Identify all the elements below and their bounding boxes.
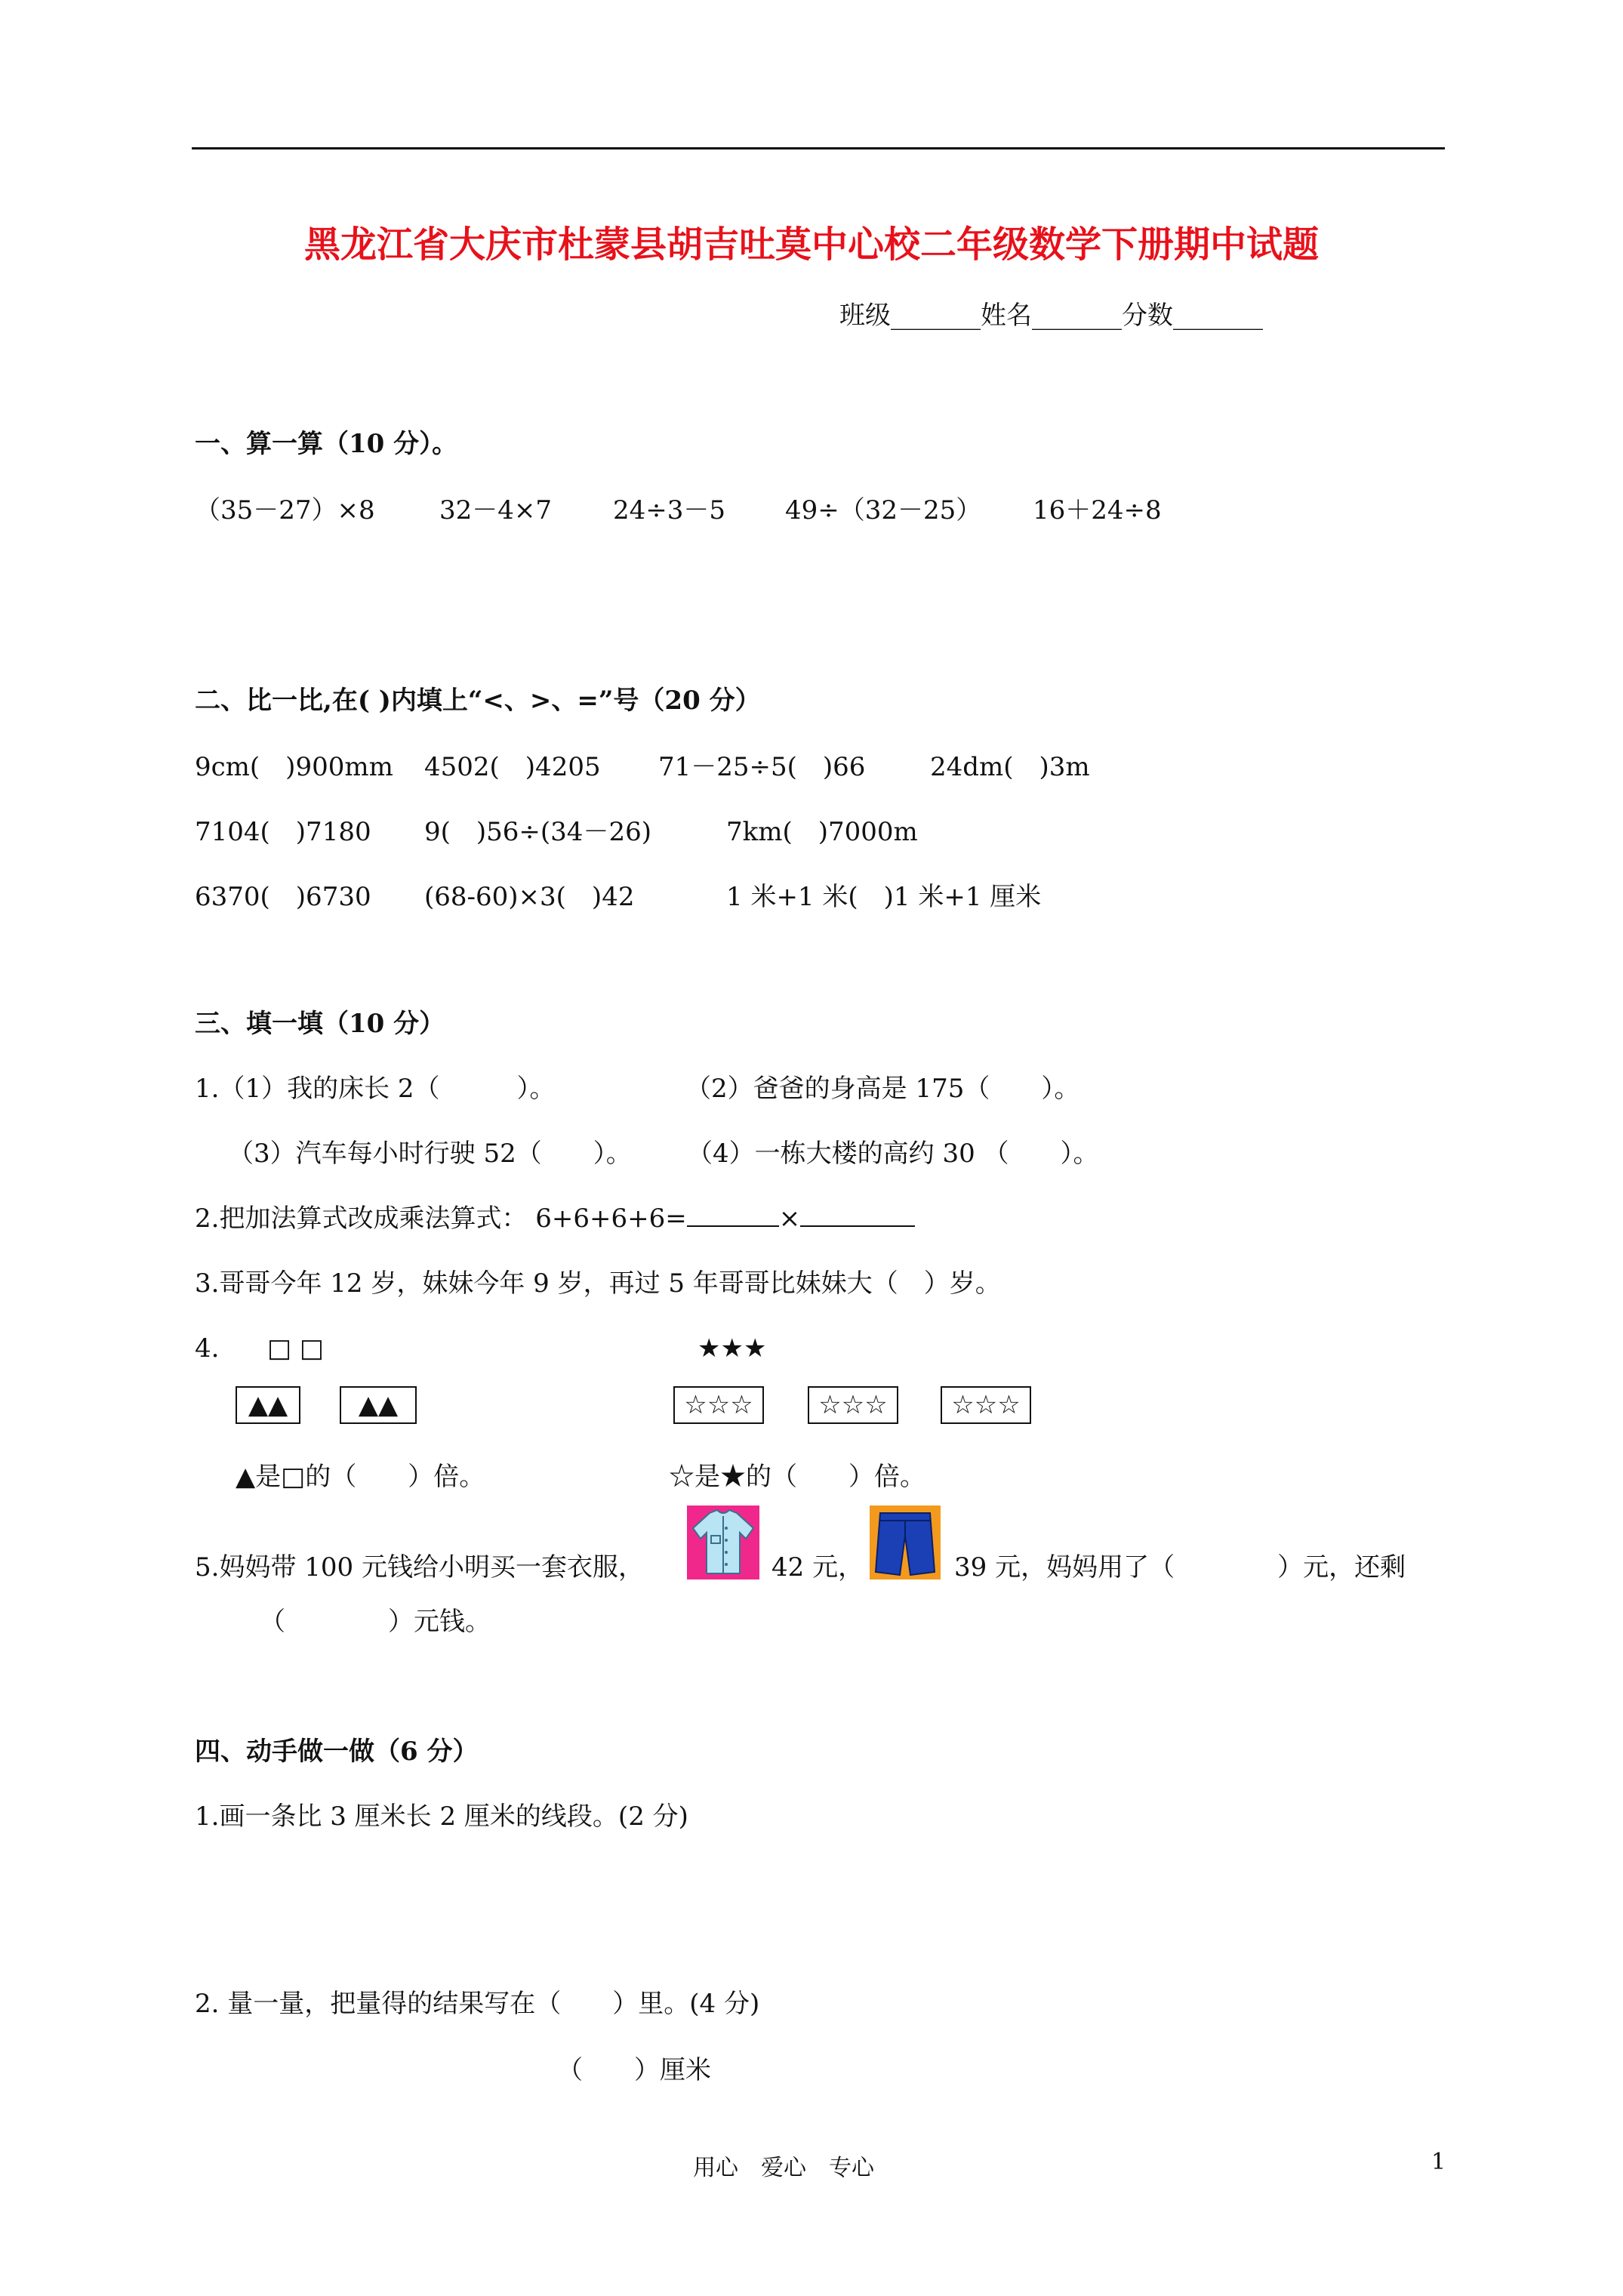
calc-item: 49÷（32－25） <box>785 495 982 525</box>
white-star-group-box: ☆☆☆ <box>941 1386 1031 1424</box>
section1-heading: 一、算一算（10 分）。 <box>195 429 458 459</box>
square-icons: □ □ <box>267 1333 325 1364</box>
footer-motto: 用心 爱心 专心 <box>693 2155 874 2181</box>
practice-q1: 1.画一条比 3 厘米长 2 厘米的线段。(2 分) <box>195 1801 688 1832</box>
fill-q4-triangle-question: ▲是□的（ ）倍。 <box>236 1462 485 1492</box>
fill-q1-3: （3）汽车每小时行驶 52（ ）。 <box>228 1139 632 1169</box>
section2-heading: 二、比一比,在( )内填上“<、>、=”号（20 分） <box>195 686 761 716</box>
fill-q5-text-2: 39 元，妈妈用了（ ）元，还剩 <box>954 1552 1406 1583</box>
fill-q2-text: 2.把加法算式改成乘法算式： 6+6+6+6= <box>195 1203 687 1234</box>
shirt-picture <box>687 1505 759 1579</box>
section3-heading: 三、填一填（10 分） <box>195 1009 445 1039</box>
practice-q2: 2. 量一量，把量得的结果写在（ ）里。(4 分) <box>195 1989 760 2019</box>
calc-item: 24÷3－5 <box>613 495 726 525</box>
compare-item: 1 米+1 米( )1 米+1 厘米 <box>726 882 1042 912</box>
times-sign: × <box>778 1203 801 1234</box>
shorts-picture <box>870 1505 941 1579</box>
compare-item: 4502( )4205 <box>424 752 601 782</box>
compare-item: (68-60)×3( )42 <box>424 882 635 912</box>
black-star-icons: ★★★ <box>698 1333 767 1364</box>
shirt-icon <box>687 1505 759 1579</box>
practice-q2-answer: （ ）厘米 <box>557 2055 711 2085</box>
compare-item: 71－25÷5( )66 <box>658 752 866 782</box>
compare-item: 9cm( )900mm <box>195 752 393 782</box>
triangle-group-box: ▲▲ <box>236 1386 300 1424</box>
fill-q5-text-3: （ ）元钱。 <box>260 1607 491 1637</box>
white-star-group-box: ☆☆☆ <box>808 1386 898 1424</box>
fill-q4-star-question: ☆是★的（ ）倍。 <box>669 1462 925 1492</box>
compare-item: 7104( )7180 <box>195 817 371 847</box>
compare-item: 7km( )7000m <box>726 817 918 847</box>
triangle-group-box: ▲▲ <box>340 1386 417 1424</box>
calc-item: （35－27）×8 <box>195 495 375 525</box>
section4-heading: 四、动手做一做（6 分） <box>195 1737 479 1767</box>
fill-q3: 3.哥哥今年 12 岁，妹妹今年 9 岁，再过 5 年哥哥比妹妹大（ ）岁。 <box>195 1268 1001 1299</box>
page-title: 黑龙江省大庆市杜蒙县胡吉吐莫中心校二年级数学下册期中试题 <box>303 223 1319 266</box>
fill-q1-1: 1.（1）我的床长 2（ ）。 <box>195 1074 556 1104</box>
compare-item: 24dm( )3m <box>930 752 1090 782</box>
fill-q5-text: 5.妈妈带 100 元钱给小明买一套衣服， <box>195 1552 644 1583</box>
answer-blank <box>800 1203 915 1227</box>
compare-item: 9( )56÷(34－26) <box>424 817 651 847</box>
shorts-icon <box>870 1505 941 1579</box>
compare-item: 6370( )6730 <box>195 882 371 912</box>
top-rule <box>192 147 1445 149</box>
calc-item: 16＋24÷8 <box>1033 495 1162 525</box>
fill-q1-2: （2）爸爸的身高是 175（ ）。 <box>685 1074 1080 1104</box>
fill-q1-4: （4）一栋大楼的高约 30 （ ）。 <box>687 1139 1099 1169</box>
calc-item: 32－4×7 <box>439 495 553 525</box>
white-star-group-box: ☆☆☆ <box>673 1386 764 1424</box>
header-fields: 班级_______姓名_______分数_______ <box>839 300 1263 331</box>
page-number: 1 <box>1431 2149 1446 2175</box>
fill-q4-label: 4. <box>195 1333 220 1364</box>
shirt-price: 42 元， <box>771 1552 864 1583</box>
fill-q2 <box>195 1202 915 1235</box>
answer-blank <box>687 1203 779 1227</box>
